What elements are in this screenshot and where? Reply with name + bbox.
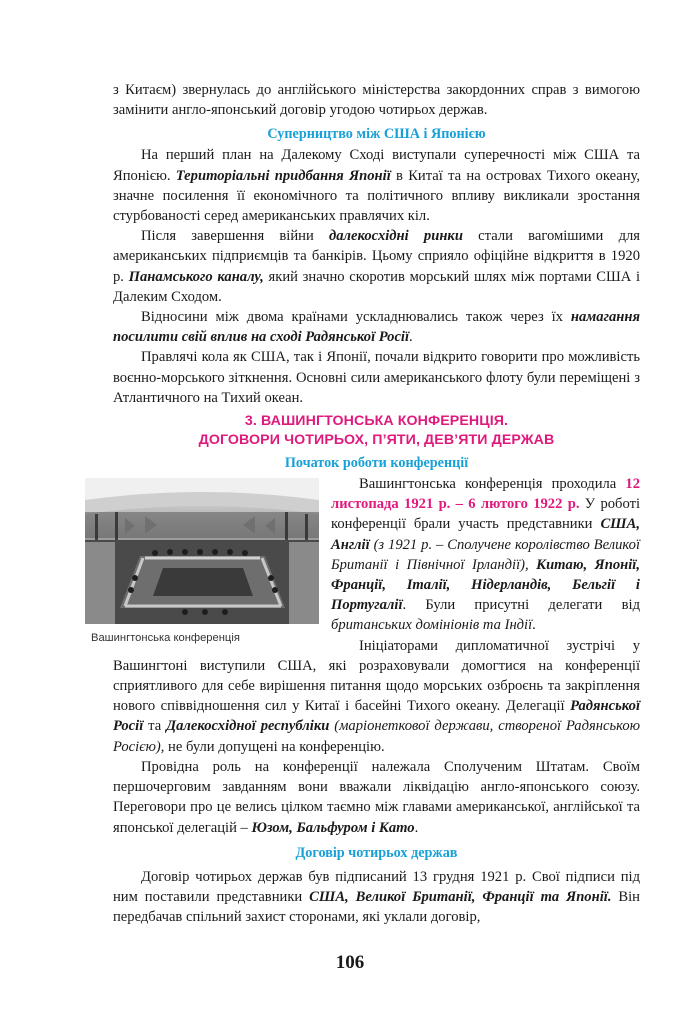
emphasis: Далекосхідної республіки [166,718,330,735]
text: Договір чотирьох держав був підписаний 13 грудня 1921 р. Свої підписи під ним поставили представники [113,868,640,905]
figure-caption: Вашингтонська конференція [91,632,240,645]
subheading-four-power: Договір чотирьох держав [295,844,458,861]
text: . [414,819,419,836]
emphasis: намагання посилити свій вплив на сході Радянської Росії [113,309,640,346]
text: Він передбачав спільний захист сторонами, які уклали договір, [113,888,640,926]
italic-text: (з 1921 р. – Сполучене королівство Великої Британії і Північної Ірландії), [331,536,640,573]
subheading-rivalry: Суперництво між США і Японією [267,126,486,143]
emphasis: Панамського каналу, [128,268,264,285]
paragraph-naval: Правлячі кола як США, так і Японії, почали відкрито говорити про можливість воєнно-морського зіткнення. Основні сили американського флоту були переміщені з Атлантичного на Тихий океан. [113,349,640,406]
text: У роботі конференції брали участь представники [331,496,641,533]
emphasis: США, Англії [331,516,640,553]
conference-dates: 12 листопада 1921 р. – 6 лютого 1922 р. [331,476,640,513]
page-body [91,80,641,927]
text: . [409,329,413,346]
section-title [113,412,640,450]
text: Вашингтонська конференція проходила [359,476,626,493]
emphasis: США, Великої Британії, Франції та Японії. [309,888,612,905]
paragraph-leading-role [113,757,640,838]
text: який значно скоротив морський шлях між портами США і Далеким Сходом. [113,268,640,305]
paragraph-initiators [113,636,640,757]
text: не були допущені на конференцію. [164,738,385,755]
text: Ініціаторами дипломатичної зустрічі у Вашингтоні виступили США, які розраховували домогтися на конференції сприятливого для себе вирішення питання щодо морських озброєнь та закріплення нового співвідношення сил у Китаї і басейні Тихого океану. Делегації [113,637,640,715]
emphasis: Радянської Росії [113,698,640,735]
text: На перший план на Далекому Сході виступали суперечності між США та Японією. [113,147,640,184]
italic-text: британських домініонів та Індії [331,617,533,634]
text: Провідна роль на конференції належала Сполученим Штатам. Своїм першочерговим завданням вони вважали ліквідацію англо-японського союзу. Переговори про це велись цілком таємно між главами американської, англійської та японської делегацій – [113,758,640,836]
text: Після завершення війни [141,228,330,245]
text: стали вагомішими для американських підприємців та банкірів. Цьому сприяло офіційне відкриття в 1920 р. [113,228,640,285]
page-number: 106 [335,952,365,973]
emphasis: далекосхідні ринки [329,228,463,245]
conference-photo [85,478,319,624]
text: . Були присутні делегати від [402,597,640,614]
text: та [143,718,167,735]
emphasis: Юзом, Бальфуром і Като [251,819,415,836]
paragraph-markets [113,226,640,307]
paragraph-four-power [113,867,640,928]
conference-photo-drawing [85,478,319,624]
figure [85,478,319,645]
section-title-line2: ДОГОВОРИ ЧОТИРЬОХ, П’ЯТИ, ДЕВ’ЯТИ ДЕРЖАВ [198,432,555,449]
paragraph-relations [113,307,640,347]
text: Відносини між двома країнами ускладнювались також через їх [141,309,571,326]
paragraph-territorial [113,145,640,226]
emphasis: Китаю, Японії, Франції, Італії, Нідерландів, Бельгії і Португалії [331,556,640,614]
emphasis: Територіальні придбання Японії [175,167,391,184]
subheading-start: Початок роботи конференції [284,455,469,472]
text: в Китаї та на островах Тихого океану, значне посилення її економічного та політичного впливу викликали зростання стурбованості серед американських правлячих кіл. [113,167,641,225]
italic-text: (маріонеткової держави, створеної Радянською Росією), [113,718,640,755]
text: . [532,617,536,634]
paragraph-intro: з Китаєм) звернулась до англійського міністерства закордонних справ з вимогою замінити англо-японський договір угодою чотирьох держав. [113,82,640,119]
section-title-line1: 3. ВАШИНГТОНСЬКА КОНФЕРЕНЦІЯ. [244,413,509,430]
